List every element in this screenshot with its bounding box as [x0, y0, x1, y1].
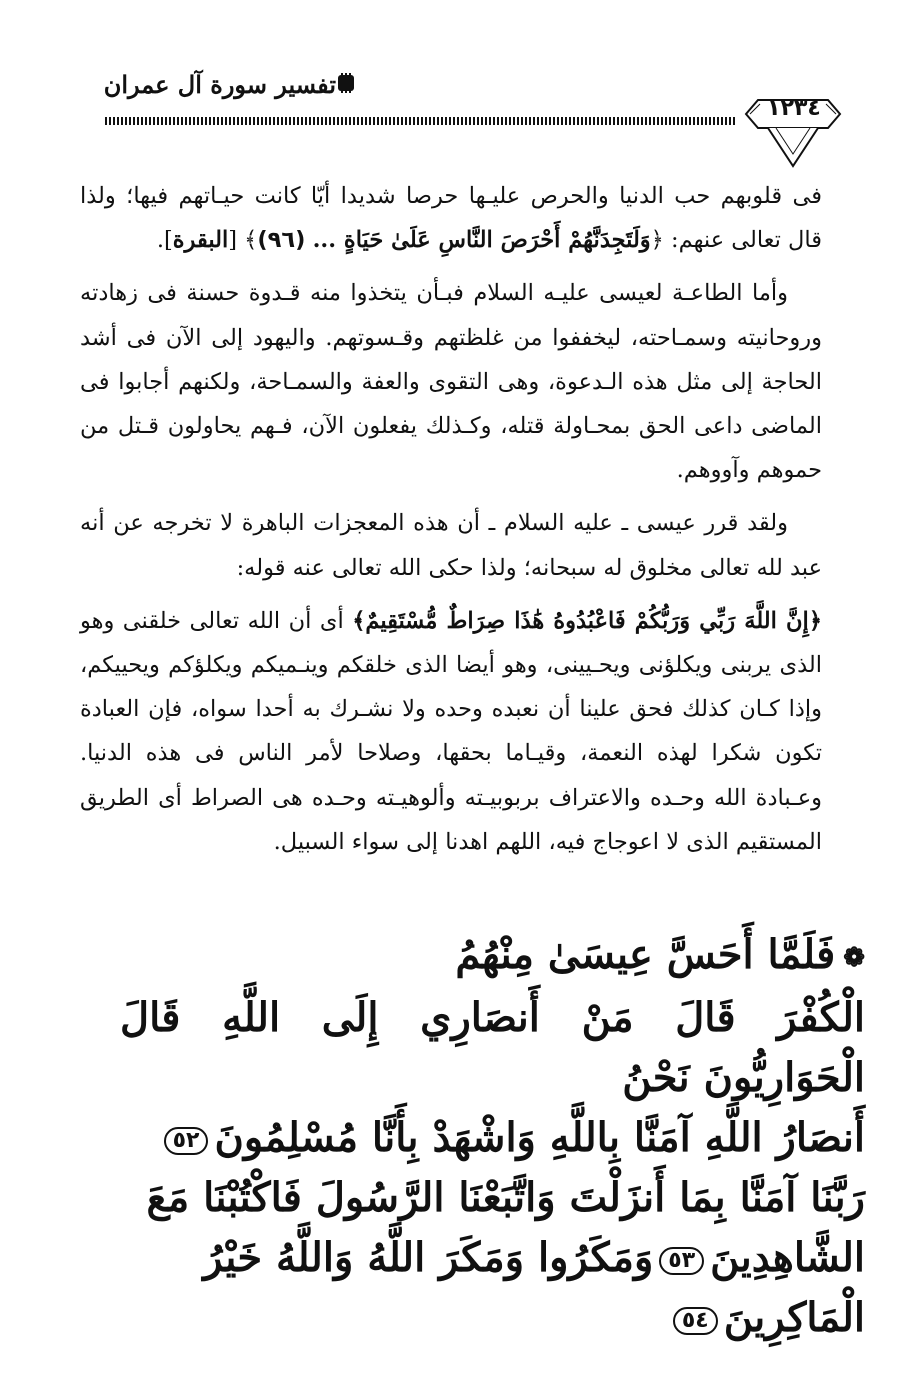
quran-quote-baqarah: وَلَتَجِدَنَّهُمْ أَحْرَصَ النَّاسِ عَلَىٰ حَيَاةٍ ... — [312, 227, 651, 254]
paragraph-3: ولقد قرر عيسى ـ عليه السلام ـ أن هذه المعجزات الباهرة لا تخرجه عن أنه عبد لله تعالى مخلوق له سبحانه؛ ولذا حكى الله تعالى عنه قوله: — [80, 510, 822, 581]
quote-close: ﴾ [ — [228, 227, 258, 254]
paragraph-2: وأما الطاعـة لعيسى عليـه السلام فبـأن يتخذوا منه قـدوة حسنة فى زهادته وروحانيته وسمـاحته، ليخففوا من غلظتهم وقـسوتهم. واليهود إلى الآن فى أشد الحاجة إلى مثل هذه الـدعوة، وهى التقوى والعفة والسمـاحة، ولكنهم أجابوا فى الماضى داعى الحق بمحـاولة قتله، وكـذلك يفعلون الآن، فـهم يحاولون قـتل من حموهم وآووهم. — [80, 280, 822, 484]
ayah-marker-52: ٥٢ — [164, 1127, 209, 1155]
verse-line-3: أَنصَارُ اللَّهِ آمَنَّا بِاللَّهِ وَاشْهَدْ بِأَنَّا مُسْلِمُونَ٥٢ — [120, 1108, 865, 1168]
verse-line-5: الشَّاهِدِينَ٥٣وَمَكَرُوا وَمَكَرَ اللَّهُ وَاللَّهُ خَيْرُ — [203, 1234, 865, 1281]
header-ornament-icon — [337, 72, 355, 94]
paragraph-4 — [80, 599, 822, 864]
paragraph-1 — [80, 174, 822, 262]
paragraph-4-text: أى أن الله تعالى خلقنى وهو الذى يربنى ويكلؤنى ويحـيينى، وهو أيضا الذى خلقكم وينـميكم ويكلؤكم ويحييكم، وإذا كـان كذلك فحق علينا أن نعبده وحده ولا نشـرك به أحدا سواه، فإن العبادة تكون شكرا لهذه النعمة، وقيـاما بحقها، وصلاحا لأمر الناس فى هذه الدنيا. وعـبادة الله وحـده والاعتراف بربوبيـته وألوهيـته وحـده هى الصراط أى الطريق المستقيم الذى لا اعوجاج فيه، اللهم اهدنا إلى سواء السبيل. — [80, 607, 822, 855]
verse-start-flower-icon: ❁ — [843, 943, 865, 973]
ayah-marker-53: ٥٣ — [659, 1247, 704, 1275]
quran-quote-inna-allah: ﴿إِنَّ اللَّهَ رَبِّي وَرَبُّكُمْ فَاعْبُدُوهُ هَٰذَا صِرَاطٌ مُّسْتَقِيمٌ﴾ — [352, 607, 822, 634]
running-header-title: تفسير سورة آل عمران — [103, 70, 336, 99]
ayah-number-96: (٩٦) — [257, 227, 306, 254]
commentary-text — [80, 174, 822, 873]
ayah-marker-54: ٥٤ — [673, 1307, 718, 1335]
verse-line-4: رَبَّنَا آمَنَّا بِمَا أَنزَلْتَ وَاتَّبَعْنَا الرَّسُولَ فَاكْتُبْنَا مَعَ — [146, 1174, 865, 1221]
page-number: ١٢٣٤ — [767, 96, 821, 121]
quran-verses-block — [120, 925, 865, 1348]
verse-line-2: الْكُفْرَ قَالَ مَنْ أَنصَارِي إِلَى اللَّهِ قَالَ الْحَوَارِيُّونَ نَحْنُ — [120, 994, 865, 1101]
surah-reference: البقرة — [172, 227, 229, 254]
verse-line-1: ❁فَلَمَّا أَحَسَّ عِيسَىٰ مِنْهُمُ — [455, 931, 865, 978]
reference-close: ]. — [156, 227, 173, 254]
paragraph-1-text: فى قلوبهم حب الدنيا والحرص عليـها حرصا شديدا أيّا كانت حيـاتهم فيها؛ ولذا قال تعالى عنهم: ﴿ — [80, 183, 822, 254]
header-rule — [103, 117, 735, 125]
verse-line-6: الْمَاكِرِينَ٥٤ — [120, 1288, 865, 1348]
